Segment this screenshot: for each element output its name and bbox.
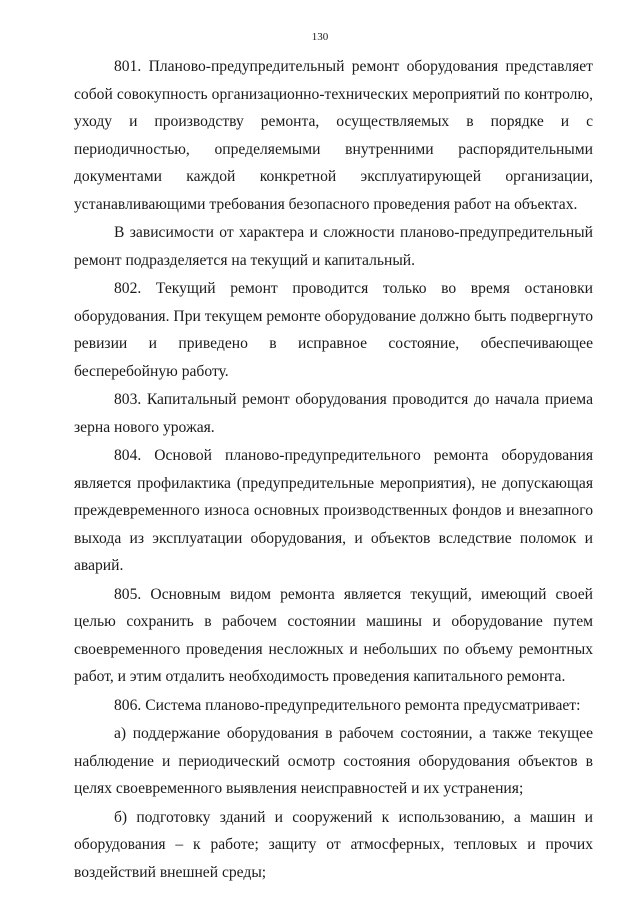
document-body bbox=[74, 53, 593, 887]
paragraph-806-a: а) поддержание оборудования в рабочем состоянии, а также текущее наблюдение и периодический осмотр состояния оборудования объектов в целях своевременного выявления неисправностей и их устранения; bbox=[74, 725, 593, 797]
paragraph-806-b: б) подготовку зданий и сооружений к использованию, а машин и оборудования – к работе; защиту от атмосферных, тепловых и прочих воздействий внешней среды; bbox=[74, 808, 593, 881]
paragraph-repair-types: В зависимости от характера и сложности планово-предупредительный ремонт подразделяется на текущий и капитальный. bbox=[74, 224, 593, 269]
page-number: 130 bbox=[311, 31, 329, 43]
paragraph-806: 806. Система планово-предупредительного ремонта предусматривает: bbox=[114, 696, 581, 714]
paragraph-801: 801. Планово-предупредительный ремонт оборудования представляет собой совокупность организационно-технических мероприятий по контролю, уходу и производству ремонта, осуществляемых в порядке и с периодичностью, определяемыми внутренними распорядительными документами каждой конкретной эксплуатирующей организации, устанавливающими требования безопасного проведения работ на объектах. bbox=[74, 58, 593, 213]
paragraph-803: 803. Капитальный ремонт оборудования проводится до начала приема зерна нового урожая. bbox=[74, 391, 593, 436]
paragraph-802: 802. Текущий ремонт проводится только во время остановки оборудования. При текущем ремонте оборудование должно быть подвергнуто ревизии и приведено в исправное состояние, обеспечивающее бесперебойную работу. bbox=[74, 280, 593, 380]
paragraph-805: 805. Основным видом ремонта является текущий, имеющий своей целью сохранить в рабочем состоянии машины и оборудование путем своевременного проведения несложных и небольших по объему ремонтных работ, и этим отдалить необходимость проведения капитального ремонта. bbox=[74, 585, 593, 685]
paragraph-804: 804. Основой планово-предупредительного ремонта оборудования является профилактика (предупредительные мероприятия), не допускающая преждевременного износа основных производственных фондов и внезапного выхода из эксплуатации оборудования, и объектов вследствие поломок и аварий. bbox=[74, 447, 593, 574]
